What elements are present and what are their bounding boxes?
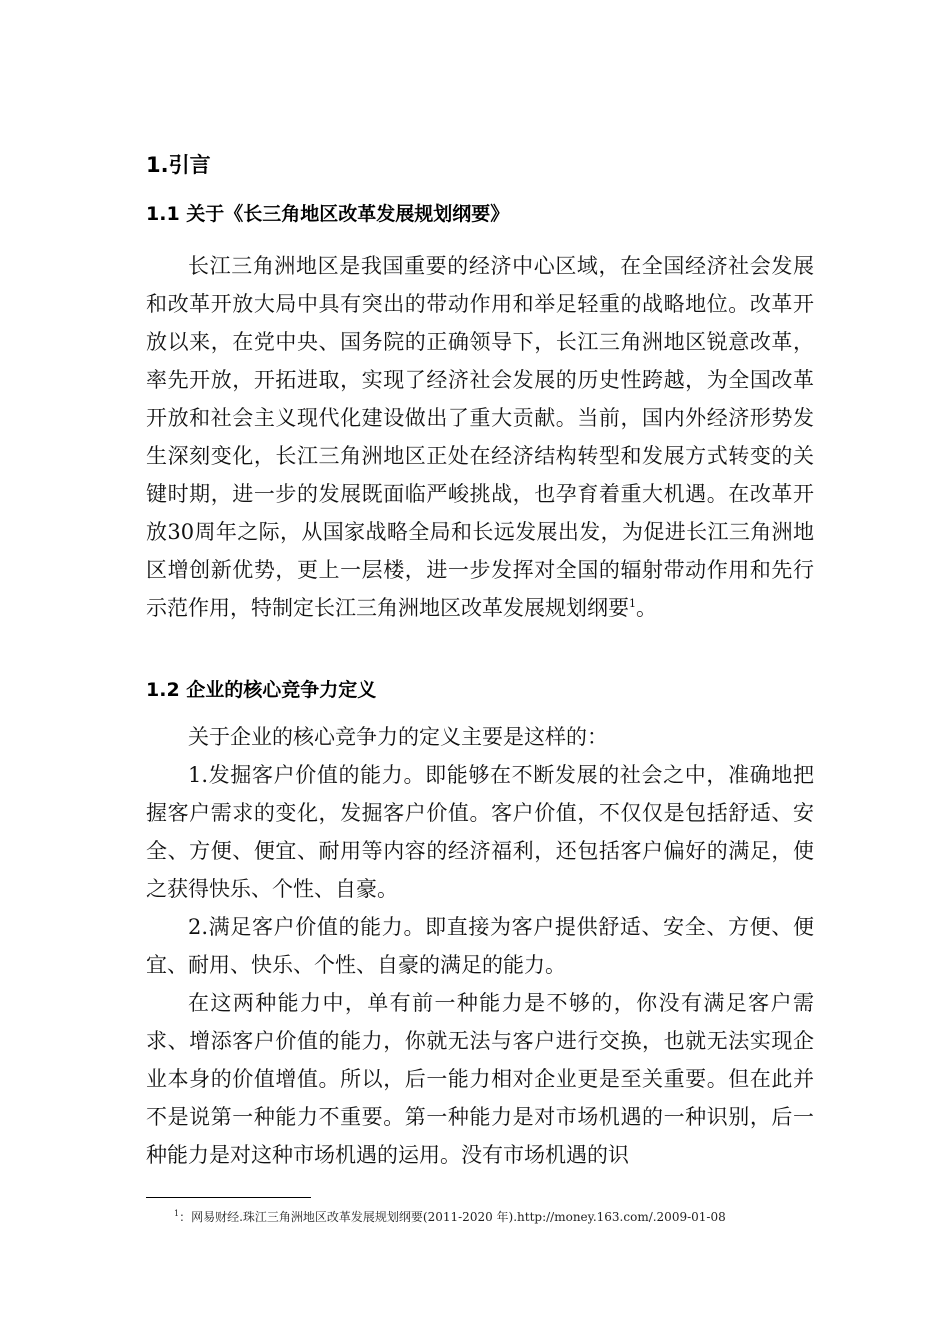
paragraph-intro — [146, 247, 814, 627]
footnote — [146, 1208, 874, 1226]
paragraph-point-2: 2.满足客户价值的能力。即直接为客户提供舒适、安全、方便、便宜、耐用、快乐、个性、自豪的满足的能力。 — [146, 915, 814, 977]
footnote-separator — [146, 1197, 311, 1198]
footnote-text: ：网易财经.珠江三角洲地区改革发展规划纲要(2011-2020 年).http://money.163.com/.2009-01-08 — [179, 1210, 726, 1224]
paragraph-definition-lead: 关于企业的核心竞争力的定义主要是这样的： — [188, 725, 608, 749]
subsection-title-1-2: 1.2 企业的核心竞争力定义 — [146, 679, 377, 701]
subsection-title-1-1: 1.1 关于《长三角地区改革发展规划纲要》 — [146, 203, 510, 225]
footnote-reference[interactable]: 1 — [629, 597, 636, 610]
paragraph-intro-text: 长江三角洲地区是我国重要的经济中心区域，在全国经济社会发展和改革开放大局中具有突出的带动作用和举足轻重的战略地位。改革开放以来，在党中央、国务院的正确领导下，长江三角洲地区锐意改革，率先开放，开拓进取，实现了经济社会发展的历史性跨越，为全国改革开放和社会主义现代化建设做出了重大贡献。当前，国内外经济形势发生深刻变化，长江三角洲地区正处在经济结构转型和发展方式转变的关键时期，进一步的发展既面临严峻挑战，也孕育着重大机遇。在改革开放30周年之际，从国家战略全局和长远发展出发，为促进长江三角洲地区增创新优势，更上一层楼，进一步发挥对全国的辐射带动作用和先行示范作用，特制定长江三角洲地区改革发展规划纲要 — [146, 254, 814, 620]
section-title: 1.引言 — [146, 153, 211, 177]
paragraph-intro-end: 。 — [636, 596, 657, 620]
paragraph-point-1: 1.发掘客户价值的能力。即能够在不断发展的社会之中，准确地把握客户需求的变化，发掘客户价值。客户价值，不仅仅是包括舒适、安全、方便、便宜、耐用等内容的经济福利，还包括客户偏好的满足，使之获得快乐、个性、自豪。 — [146, 763, 814, 901]
footnote-mark: 1 — [174, 1209, 180, 1218]
paragraph-analysis: 在这两种能力中，单有前一种能力是不够的，你没有满足客户需求、增添客户价值的能力，你就无法与客户进行交换，也就无法实现企业本身的价值增值。所以，后一能力相对企业更是至关重要。但在此并不是说第一种能力不重要。第一种能力是对市场机遇的一种识别，后一种能力是对这种市场机遇的运用。没有市场机遇的识 — [146, 991, 814, 1167]
